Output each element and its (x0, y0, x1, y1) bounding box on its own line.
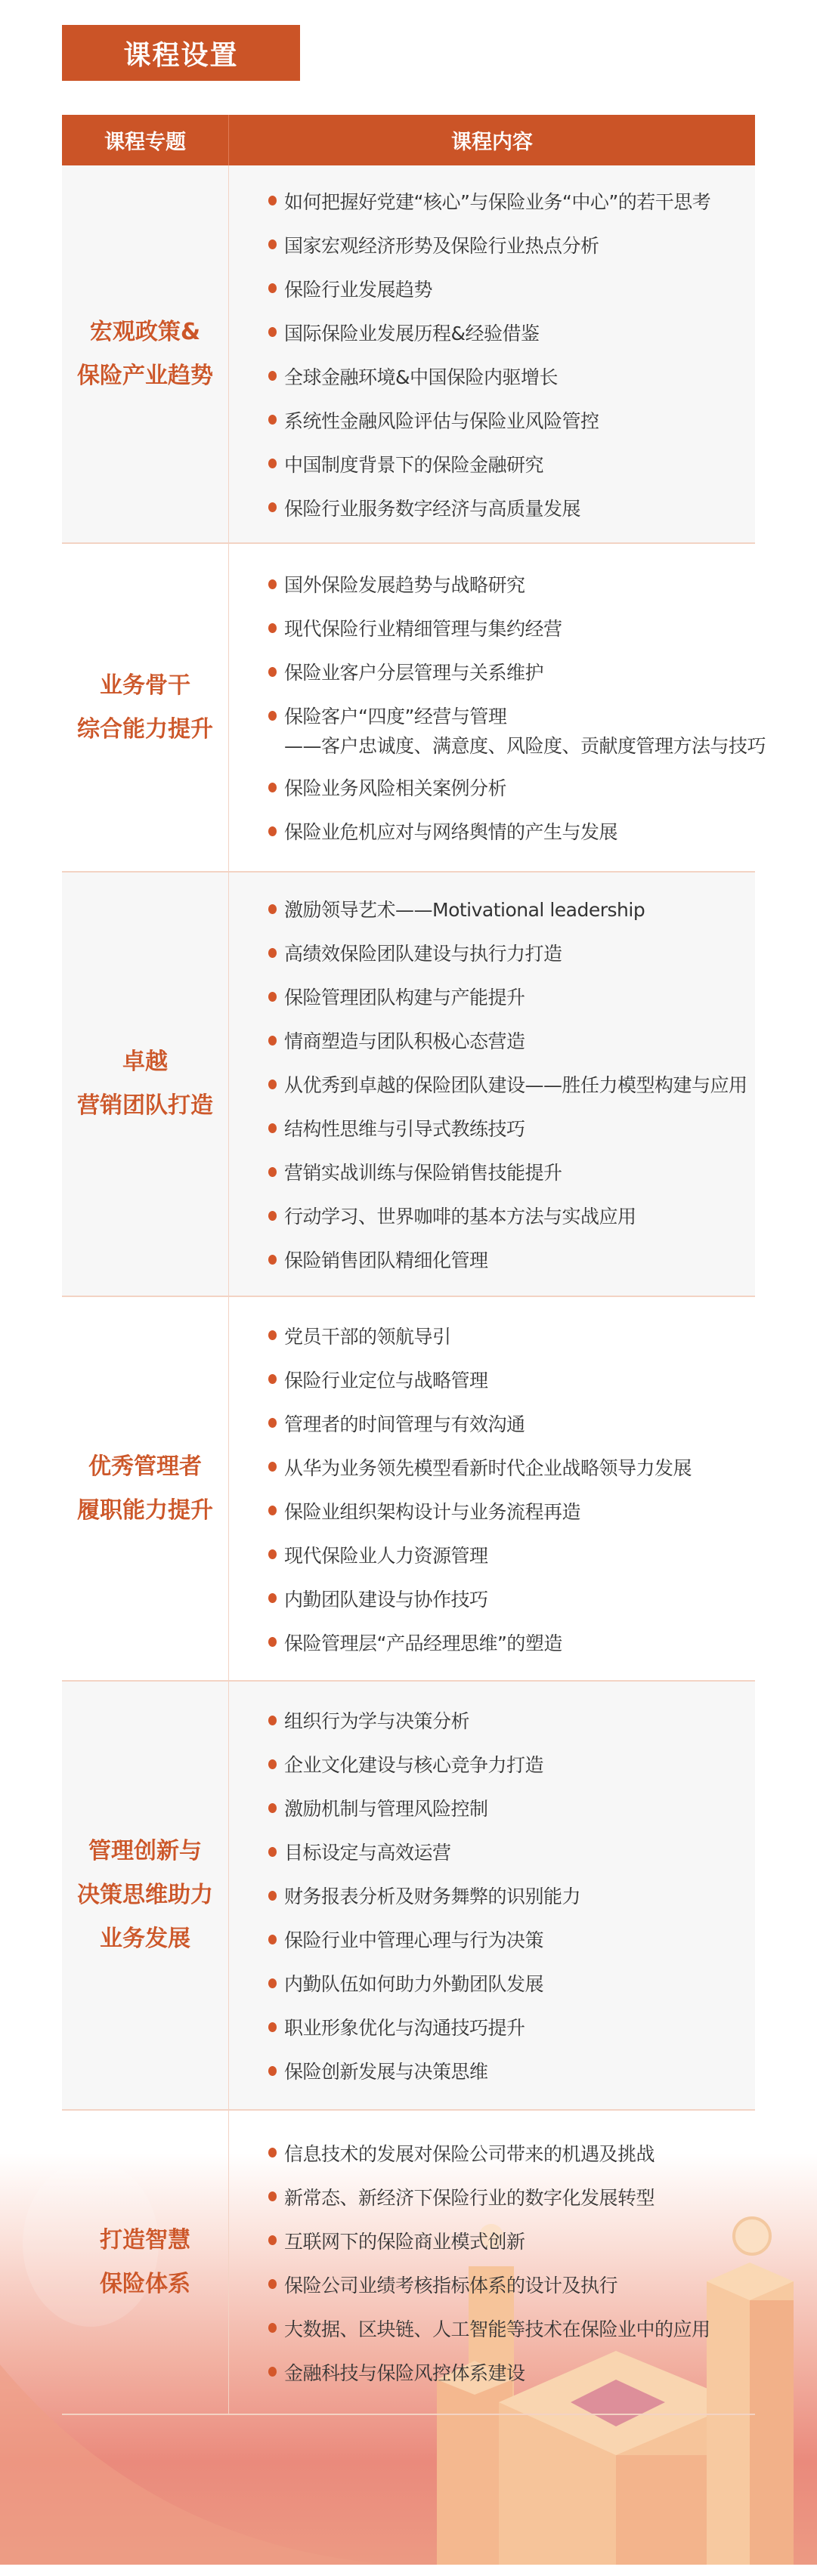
list-item (268, 1830, 755, 1873)
item-text: 信息技术的发展对保险公司带来的机遇及挑战 (284, 2142, 655, 2165)
item-text: 保险公司业绩考核指标体系的设计及执行 (284, 2274, 618, 2296)
bullet-icon (268, 2191, 277, 2201)
bullet-icon (268, 579, 277, 589)
bullet-icon (268, 1847, 277, 1857)
item-text: 保险客户“四度”经营与管理 (284, 706, 507, 727)
item-text: 激励领导艺术——Motivational leadership (284, 899, 645, 921)
list-item (268, 1489, 755, 1533)
bullet-icon (268, 2022, 277, 2032)
item-text: 职业形象优化与沟通技巧提升 (284, 2017, 525, 2039)
table-row (62, 1297, 755, 1682)
list-item (268, 1106, 755, 1150)
course-content-list (229, 1297, 755, 1680)
header-topic: 课程专题 (62, 115, 229, 165)
list-item (268, 2262, 755, 2306)
course-topic (62, 1297, 229, 1680)
item-text: 财务报表分析及财务舞弊的识别能力 (284, 1886, 581, 1907)
bullet-icon (268, 992, 277, 1002)
topic-line: 决策思维助力 (77, 1882, 213, 1908)
bullet-icon (268, 1803, 277, 1813)
bullet-icon (268, 1374, 277, 1384)
bullet-icon (268, 1036, 277, 1046)
list-item (268, 1401, 755, 1445)
course-topic (62, 2111, 229, 2414)
topic-line: 优秀管理者 (88, 1453, 202, 1480)
course-table (62, 115, 766, 2415)
list-item (268, 1873, 755, 1917)
list-item (268, 1194, 755, 1237)
list-item (268, 267, 755, 310)
bullet-icon (268, 783, 277, 792)
item-text: 保险行业服务数字经济与高质量发展 (284, 497, 581, 520)
list-item (268, 1961, 755, 2005)
bullet-icon (268, 1891, 277, 1901)
course-content-list (229, 1682, 755, 2109)
item-text: 国外保险发展趋势与战略研究 (284, 574, 525, 596)
item-text: 内勤团队建设与协作技巧 (284, 1588, 488, 1611)
list-item (268, 486, 755, 530)
bullet-icon (268, 1123, 277, 1133)
list-item (268, 606, 766, 650)
course-topic (62, 165, 229, 542)
item-text: 从华为业务领先模型看新时代企业战略领导力发展 (284, 1456, 692, 1479)
list-item (268, 179, 755, 223)
list-item (268, 887, 755, 931)
list-item (268, 1018, 755, 1062)
list-item (268, 2049, 755, 2093)
bullet-icon (268, 667, 277, 677)
list-item (268, 2219, 755, 2262)
bullet-icon (268, 1549, 277, 1559)
list-item (268, 1698, 755, 1742)
item-text: 全球金融环境&中国保险内驱增长 (284, 366, 558, 388)
item-text: 目标设定与高效运营 (284, 1842, 451, 1864)
bullet-icon (268, 1935, 277, 1944)
item-text: 现代保险业人力资源管理 (284, 1544, 488, 1567)
bullet-icon (268, 623, 277, 633)
table-row (62, 1682, 755, 2111)
bullet-icon (268, 1716, 277, 1725)
table-row (62, 2111, 755, 2415)
table-row (62, 165, 755, 544)
bullet-icon (268, 1167, 277, 1177)
item-text: 如何把握好党建“核心”与保险业务“中心”的若干思考 (284, 190, 711, 213)
bullet-icon (268, 196, 277, 205)
bullet-icon (268, 1255, 277, 1265)
course-content-list (229, 165, 755, 542)
list-item (268, 442, 755, 486)
topic-line: 保险体系 (100, 2270, 190, 2297)
item-text: 现代保险行业精细管理与集约经营 (284, 618, 562, 640)
course-content-list (229, 2111, 755, 2414)
list-item (268, 562, 766, 606)
item-text: 党员干部的领航导引 (284, 1325, 451, 1348)
course-content-list (229, 873, 755, 1296)
item-text: 保险创新发展与决策思维 (284, 2061, 488, 2083)
item-text: 保险管理层“产品经理思维”的塑造 (284, 1632, 562, 1654)
list-item (268, 1237, 755, 1281)
bullet-icon (268, 2323, 277, 2333)
bullet-icon (268, 459, 277, 468)
list-item (268, 1742, 755, 1786)
list-item (268, 650, 766, 693)
list-item (268, 1062, 755, 1106)
list-item (268, 1445, 755, 1489)
list-item (268, 1150, 755, 1194)
bullet-icon (268, 948, 277, 958)
list-item (268, 1357, 755, 1401)
item-text: 结构性思维与引导式教练技巧 (284, 1118, 525, 1140)
list-item (268, 2005, 755, 2049)
table-row (62, 873, 755, 1297)
table-row (62, 544, 766, 873)
item-text: 保险管理团队构建与产能提升 (284, 987, 525, 1008)
item-text: 保险业组织架构设计与业务流程再造 (284, 1500, 581, 1523)
bullet-icon (268, 327, 277, 337)
bullet-icon (268, 1462, 277, 1472)
topic-line: 保险产业趋势 (77, 362, 213, 389)
list-item (268, 1620, 755, 1664)
list-item (268, 1314, 755, 1357)
list-item (268, 1533, 755, 1577)
list-item (268, 1917, 755, 1961)
item-text: 系统性金融风险评估与保险业风险管控 (284, 409, 599, 432)
list-item (268, 2131, 755, 2175)
list-item (268, 2175, 755, 2219)
list-item (268, 398, 755, 442)
topic-line: 宏观政策& (89, 318, 201, 345)
course-content-list (229, 544, 766, 871)
bullet-icon (268, 2066, 277, 2076)
header-content: 课程内容 (451, 131, 533, 154)
bullet-icon (268, 1759, 277, 1769)
bullet-icon (268, 1593, 277, 1603)
item-text: 组织行为学与决策分析 (284, 1710, 470, 1732)
bullet-icon (268, 283, 277, 293)
topic-line: 业务发展 (100, 1926, 190, 1952)
item-text: 保险业客户分层管理与关系维护 (284, 662, 544, 684)
list-item (268, 809, 766, 853)
item-text: 金融科技与保险风控体系建设 (284, 2361, 525, 2384)
item-text: 保险行业发展趋势 (284, 278, 433, 301)
item-text: 大数据、区块链、人工智能等技术在保险业中的应用 (284, 2318, 710, 2340)
bullet-icon (268, 371, 277, 381)
item-text: 保险业务风险相关案例分析 (284, 777, 507, 799)
topic-line: 履职能力提升 (77, 1496, 213, 1524)
bullet-icon (268, 1211, 277, 1221)
item-text: 从优秀到卓越的保险团队建设——胜任力模型构建与应用 (284, 1074, 747, 1096)
course-topic (62, 544, 229, 871)
item-text: 内勤队伍如何助力外勤团队发展 (284, 1973, 544, 1995)
table-header (62, 115, 755, 165)
bullet-icon (268, 1506, 277, 1515)
list-item (268, 1577, 755, 1620)
course-topic (62, 873, 229, 1296)
item-text: 中国制度背景下的保险金融研究 (284, 453, 544, 476)
list-item (268, 2350, 755, 2394)
list-item (268, 2306, 755, 2350)
bullet-icon (268, 1978, 277, 1988)
item-text: 国际保险业发展历程&经验借鉴 (284, 322, 540, 344)
topic-line: 营销团队打造 (77, 1092, 213, 1119)
section-title: 课程设置 (62, 25, 300, 81)
bullet-icon (268, 1330, 277, 1340)
bullet-icon (268, 2279, 277, 2289)
bullet-icon (268, 502, 277, 512)
course-topic (62, 1682, 229, 2109)
item-text: 国家宏观经济形势及保险行业热点分析 (284, 234, 599, 257)
list-item (268, 310, 755, 354)
item-text: 保险行业中管理心理与行为决策 (284, 1929, 544, 1951)
list-item (268, 931, 755, 974)
item-text: 保险业危机应对与网络舆情的产生与发展 (284, 821, 618, 843)
bullet-icon (268, 1080, 277, 1089)
bullet-icon (268, 2235, 277, 2245)
bullet-icon (268, 2148, 277, 2157)
item-text: 营销实战训练与保险销售技能提升 (284, 1162, 562, 1184)
item-text: 行动学习、世界咖啡的基本方法与实战应用 (284, 1206, 636, 1228)
topic-line: 管理创新与 (88, 1838, 202, 1864)
topic-line: 业务骨干 (100, 672, 190, 699)
item-text: 管理者的时间管理与有效沟通 (284, 1413, 525, 1435)
bullet-icon (268, 904, 277, 914)
item-text: 保险行业定位与战略管理 (284, 1369, 488, 1391)
bullet-icon (268, 415, 277, 425)
bullet-icon (268, 711, 277, 721)
item-text: 互联网下的保险商业模式创新 (284, 2230, 525, 2253)
bullet-icon (268, 1418, 277, 1428)
bullet-icon (268, 826, 277, 836)
list-item (268, 223, 755, 267)
item-text: 情商塑造与团队积极心态营造 (284, 1030, 525, 1052)
list-item (268, 974, 755, 1018)
item-text: 保险销售团队精细化管理 (284, 1249, 488, 1271)
item-text: 企业文化建设与核心竞争力打造 (284, 1754, 544, 1776)
topic-line: 打造智慧 (100, 2226, 190, 2253)
list-item (268, 1786, 755, 1830)
item-continuation: ——客户忠诚度、满意度、风险度、贡献度管理方法与技巧 (284, 735, 766, 757)
topic-line: 综合能力提升 (77, 715, 213, 743)
bullet-icon (268, 2367, 277, 2377)
bullet-icon (268, 239, 277, 249)
item-text: 激励机制与管理风险控制 (284, 1798, 488, 1820)
list-item (268, 354, 755, 398)
bullet-icon (268, 1637, 277, 1647)
item-text: 高绩效保险团队建设与执行力打造 (284, 943, 562, 965)
item-text: 新常态、新经济下保险行业的数字化发展转型 (284, 2186, 655, 2209)
topic-line: 卓越 (122, 1049, 168, 1075)
list-item (268, 765, 766, 809)
